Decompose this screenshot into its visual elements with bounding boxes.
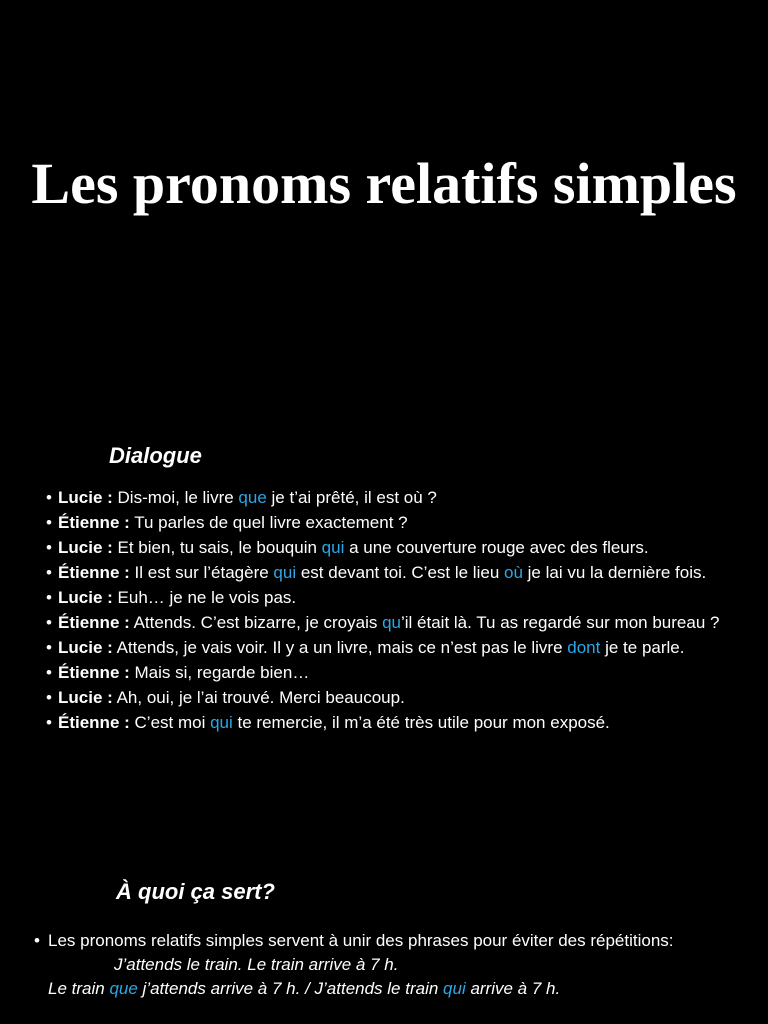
relative-pronoun: qu <box>382 613 401 632</box>
dialogue-line <box>46 612 744 633</box>
dialogue-line <box>46 687 744 708</box>
line-text: je lai vu la dernière fois. <box>522 563 707 582</box>
relative-pronoun: que <box>238 488 267 507</box>
line-text: Et bien, tu sais, le bouquin <box>112 538 322 557</box>
relative-pronoun: qui <box>443 979 466 998</box>
line-text: Attends, je vais voir. Il y a un livre, mais ce n’est pas le livre <box>112 638 568 657</box>
relative-pronoun: où <box>504 563 523 582</box>
speaker-name: Étienne : <box>58 513 130 532</box>
speaker-name: Lucie : <box>58 538 113 557</box>
dialogue-line <box>46 512 744 533</box>
relative-pronoun: qui <box>273 563 297 582</box>
example-combined <box>34 978 744 1000</box>
relative-pronoun: dont <box>567 638 601 657</box>
line-text: Tu parles de quel livre exactement ? <box>129 513 408 532</box>
relative-pronoun: que <box>109 979 138 998</box>
dialogue-line <box>46 487 744 508</box>
dialogue-line <box>46 562 744 583</box>
usage-text: • Les pronoms relatifs simples servent à unir des phrases pour éviter des répétitions: <box>34 930 744 951</box>
example-text: Le train <box>48 979 110 998</box>
usage-section <box>34 930 744 1000</box>
line-text: Attends. C’est bizarre, je croyais <box>129 613 383 632</box>
dialogue-list <box>46 487 744 737</box>
relative-pronoun: qui <box>321 538 345 557</box>
speaker-name: Étienne : <box>58 563 130 582</box>
slide-title: Les pronoms relatifs simples <box>31 151 737 216</box>
dialogue-line <box>46 637 744 658</box>
line-text: je t’ai prêté, il est où ? <box>266 488 437 507</box>
speaker-name: Lucie : <box>58 638 113 657</box>
dialogue-line <box>46 537 744 558</box>
dialogue-line <box>46 587 744 608</box>
speaker-name: Étienne : <box>58 613 130 632</box>
line-text: Mais si, regarde bien… <box>129 663 310 682</box>
line-text: Ah, oui, je l’ai trouvé. Merci beaucoup. <box>112 688 405 707</box>
line-text: Dis-moi, le livre <box>112 488 239 507</box>
line-text: a une couverture rouge avec des fleurs. <box>344 538 649 557</box>
speaker-name: Lucie : <box>58 488 113 507</box>
speaker-name: Étienne : <box>58 713 130 732</box>
dialogue-heading: Dialogue <box>109 443 202 468</box>
line-text: Euh… je ne le vois pas. <box>112 588 297 607</box>
example-sentence: J’attends le train. Le train arrive à 7 h. <box>114 955 399 974</box>
line-text: ’il était là. Tu as regardé sur mon bureau ? <box>401 613 720 632</box>
line-text: est devant toi. C’est le lieu <box>296 563 504 582</box>
relative-pronoun: qui <box>210 713 233 732</box>
example-text: j’attends arrive à 7 h. / J’attends le train <box>137 979 444 998</box>
usage-heading: À quoi ça sert? <box>116 879 275 904</box>
speaker-name: Étienne : <box>58 663 130 682</box>
speaker-name: Lucie : <box>58 588 113 607</box>
speaker-name: Lucie : <box>58 688 113 707</box>
line-text: je te parle. <box>600 638 685 657</box>
dialogue-line <box>46 712 744 733</box>
line-text: Il est sur l’étagère <box>129 563 274 582</box>
example-text: arrive à 7 h. <box>465 979 561 998</box>
dialogue-line <box>46 662 744 683</box>
line-text: te remercie, il m’a été très utile pour mon exposé. <box>232 713 610 732</box>
line-text: C’est moi <box>129 713 211 732</box>
